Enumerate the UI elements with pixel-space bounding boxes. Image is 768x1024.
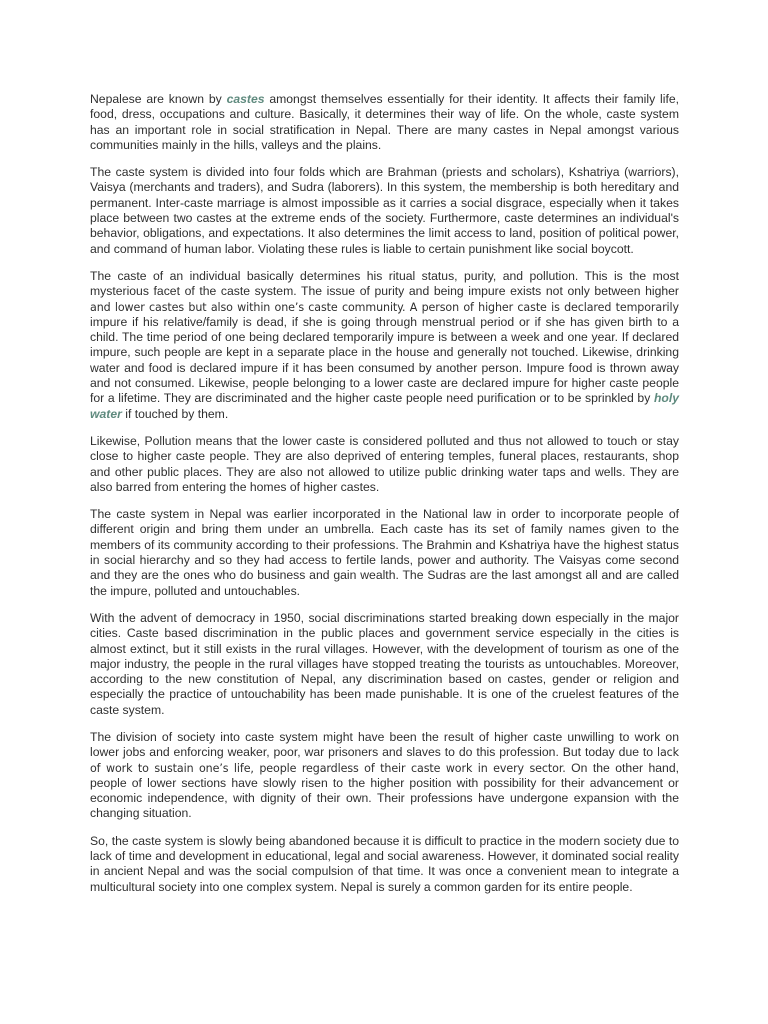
paragraph-national-law: The caste system in Nepal was earlier incorporated in the National law in order to incorporate people of different origin and bring them under an umbrella. Each caste has its set of family names given to the members of its community according to their professions. The Brahmin and Kshatriya have the highest status in social hierarchy and so they had access to fertile lands, power and authority. The Vaisyas come second and they are the ones who do business and gain wealth. The Sudras are the last amongst all and are called the impure, polluted and untouchables. [90, 507, 679, 598]
paragraph-conclusion: So, the caste system is slowly being abandoned because it is difficult to practice in the modern society due to lack of time and development in educational, legal and social awareness. However, it dominated social reality in ancient Nepal and was the social compulsion of that time. It was once a convenient mean to integrate a multicultural society into one complex system. Nepal is surely a common garden for its entire people. [90, 833, 679, 894]
paragraph-text-alt-font: and lower castes but also within one’s caste community. A person of higher caste is declared temporarily [90, 300, 679, 314]
paragraph-text: The division of society into caste system might have been the result of higher caste unwilling to work on lower jobs and enforcing weaker, poor, war prisoners and slaves to do this profession. But today due to [90, 729, 679, 760]
document-body [90, 92, 679, 907]
holy-water-link[interactable]: holy water [90, 391, 679, 421]
paragraph-four-folds: The caste system is divided into four folds which are Brahman (priests and scholars), Kshatriya (warriors), Vaisya (merchants and traders), and Sudra (laborers). In this system, the membership is both hereditary and permanent. Inter-caste marriage is almost impossible as it carries a social disgrace, especially when it takes place between two castes at the extreme ends of the society. Furthermore, caste determines an individual's behavior, obligations, and expectations. It also determines the limit access to land, position of political power, and command of human labor. Violating these rules is liable to certain punishment like social boycott. [90, 165, 679, 256]
paragraph-text: The caste of an individual basically determines his ritual status, purity, and pollution. This is the most mysterious facet of the caste system. The issue of purity and being impure exists not only between higher [90, 268, 679, 299]
paragraph-pollution: Likewise, Pollution means that the lower caste is considered polluted and thus not allowed to touch or stay close to higher caste people. They are also deprived of entering temples, funeral places, restaurants, shop and other public places. They are also not allowed to utilize public drinking water taps and wells. They are also barred from entering the homes of higher castes. [90, 433, 679, 494]
paragraph-text: impure if his relative/family is dead, if she is going through menstrual period or if she has given birth to a child. The time period of one being declared temporarily impure is between a week and one year. If declared impure, such people are kept in a separate place in the house and generally not touched. Likewise, drinking water and food is declared impure if it has been consumed by another person. Impure food is thrown away and not consumed. Likewise, people belonging to a lower caste are declared impure for higher caste people for a lifetime. They are discriminated and the higher caste people need purification or to be sprinkled by [90, 314, 679, 406]
paragraph-identity [90, 92, 679, 153]
paragraph-purity [90, 269, 679, 422]
paragraph-division [90, 730, 679, 822]
paragraph-text: On the other hand, people of lower sections have slowly risen to the higher position with possibility for their advancement or economic independence, with dignity of their own. Their professions have undergone expansion with the changing situation. [90, 760, 679, 821]
paragraph-text-alt-font: lack of work to sustain one’s life, people regardless of their caste work in every sector. [90, 746, 679, 775]
paragraph-text: amongst themselves essentially for their identity. It affects their family life, food, dress, occupations and culture. Basically, it determines their way of life. On the whole, caste system has an important role in social stratification in Nepal. There are many castes in Nepal amongst various communities mainly in the hills, valleys and the plains. [90, 92, 679, 152]
paragraph-text: if touched by them. [121, 406, 229, 421]
paragraph-text: Nepalese are known by [90, 92, 227, 106]
paragraph-democracy: With the advent of democracy in 1950, social discriminations started breaking down especially in the major cities. Caste based discrimination in the public places and government service especially in the cities is almost extinct, but it still exists in the rural villages. However, with the development of tourism as one of the major industry, the people in the rural villages have stopped treating the tourists as untouchables. Moreover, according to the new constitution of Nepal, any discrimination based on castes, gender or religion and especially the practice of untouchability has been made punishable. It is one of the cruelest features of the caste system. [90, 610, 679, 717]
castes-link[interactable]: castes [226, 92, 265, 106]
